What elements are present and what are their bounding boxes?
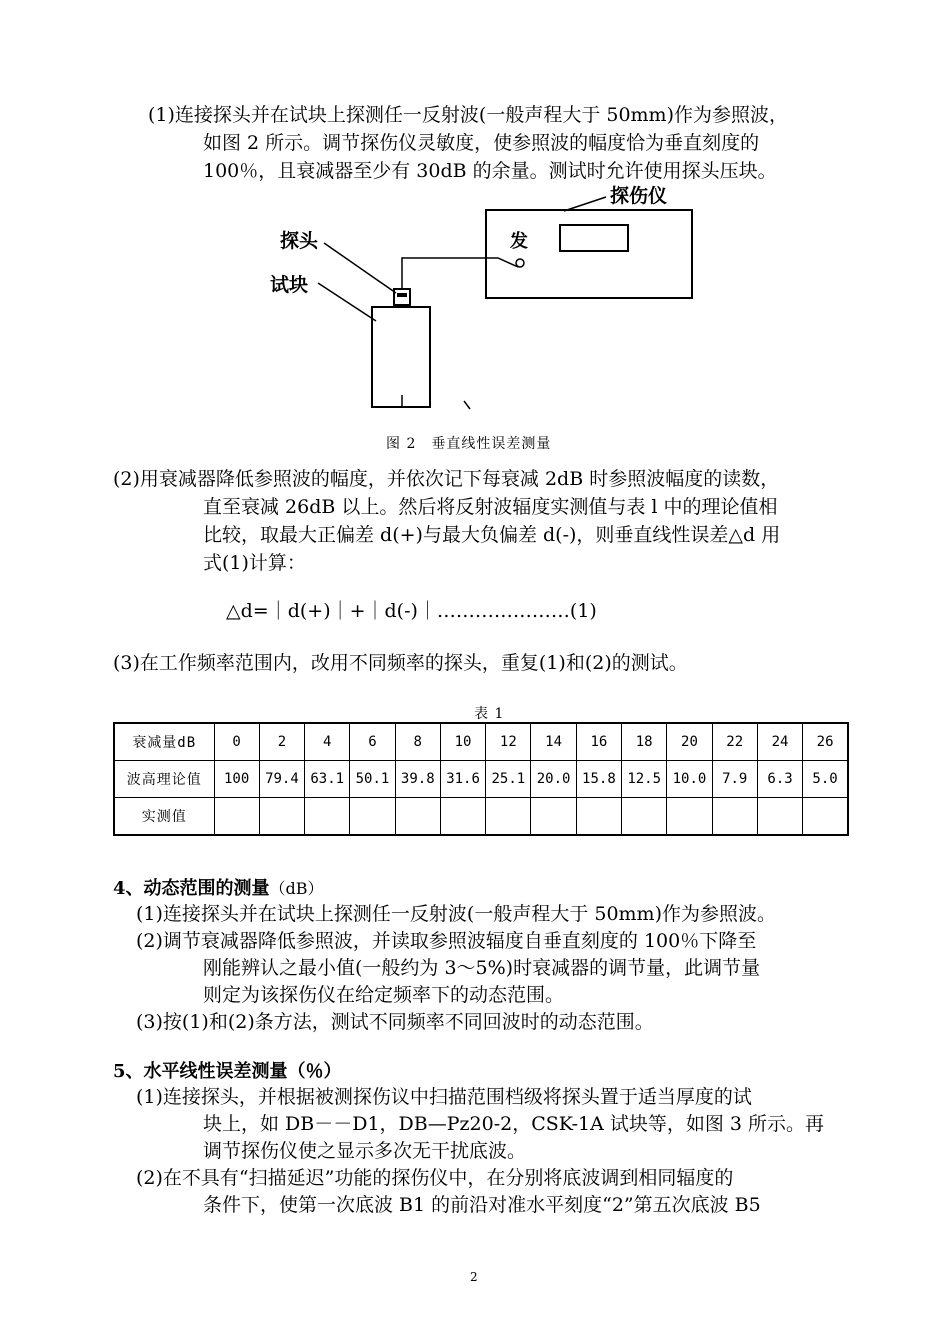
table-cell: 50.1 (350, 761, 395, 798)
figure-2-caption: 图 2 垂直线性误差测量 (386, 436, 552, 452)
section-4-item2-line3: 则定为该探伤仪在给定频率下的动态范围。 (203, 984, 565, 1006)
table-cell: 14 (531, 723, 576, 761)
page-number: 2 (470, 1270, 478, 1284)
table-cell: 20 (667, 723, 712, 761)
table-1-caption: 表 1 (474, 706, 505, 722)
table-cell: 6 (350, 723, 395, 761)
label-block: 试块 (270, 274, 309, 296)
table-cell: 20.0 (531, 761, 576, 798)
para1-line1: (1)连接探头并在试块上探测任一反射波(一般声程大于 50mm)作为参照波， (148, 104, 788, 126)
table-cell (622, 798, 667, 836)
label-probe: 探头 (280, 230, 319, 252)
table-row (114, 798, 848, 836)
table-row (114, 761, 848, 798)
table-1 (113, 722, 849, 836)
table-cell: 12.5 (622, 761, 667, 798)
table-cell: 24 (757, 723, 802, 761)
formula-1: △d=｜d(+)｜+｜d(-)｜…………………(1) (226, 600, 597, 622)
figure-2-diagram (268, 183, 708, 423)
section-4-heading (113, 874, 324, 900)
table-cell (803, 798, 848, 836)
table-cell: 22 (712, 723, 757, 761)
table-cell: 18 (622, 723, 667, 761)
para2-line3: 比较，取最大正偏差 d(+)与最大负偏差 d(-)，则垂直线性误差△d 用 (203, 524, 781, 546)
table-cell: 63.1 (305, 761, 350, 798)
table-row-label: 波高理论值 (114, 761, 214, 798)
table-row (114, 723, 848, 761)
table-cell (486, 798, 531, 836)
section-4-item1: (1)连接探头并在试块上探测任一反射波(一般声程大于 50mm)作为参照波。 (136, 903, 776, 925)
table-cell (531, 798, 576, 836)
table-cell: 6.3 (757, 761, 802, 798)
section-4-title: 4、动态范围的测量 (113, 878, 270, 899)
table-cell: 10.0 (667, 761, 712, 798)
table-cell (350, 798, 395, 836)
table-cell (712, 798, 757, 836)
table-cell: 8 (395, 723, 440, 761)
table-cell: 39.8 (395, 761, 440, 798)
para2-line4: 式(1)计算： (203, 552, 306, 574)
table-cell: 15.8 (576, 761, 621, 798)
table-row-label: 实测值 (114, 798, 214, 836)
label-instrument: 探伤仪 (610, 185, 668, 207)
table-cell: 5.0 (803, 761, 848, 798)
section-4-item3: (3)按(1)和(2)条方法，测试不同频率不同回波时的动态范围。 (136, 1011, 654, 1033)
table-cell (305, 798, 350, 836)
section-5-item2-line1: (2)在不具有“扫描延迟”功能的探伤仪中，在分别将底波调到相同辐度的 (136, 1167, 734, 1189)
table-cell: 0 (214, 723, 259, 761)
section-4-unit: （dB） (269, 879, 324, 898)
table-cell (440, 798, 485, 836)
table-cell: 25.1 (486, 761, 531, 798)
section-4-item2-line1: (2)调节衰减器降低参照波，并读取参照波辐度自垂直刻度的 100％下降至 (136, 930, 757, 952)
table-cell: 12 (486, 723, 531, 761)
para1-line2: 如图 2 所示。调节探伤仪灵敏度，使参照波的幅度恰为垂直刻度的 (203, 132, 760, 154)
para2-line1: (2)用衰减器降低参照波的幅度，并依次记下每衰减 2dB 时参照波幅度的读数， (113, 468, 780, 490)
table-cell: 16 (576, 723, 621, 761)
para3-line1: (3)在工作频率范围内，改用不同频率的探头，重复(1)和(2)的测试。 (113, 652, 688, 674)
table-cell: 79.4 (259, 761, 304, 798)
table-cell (259, 798, 304, 836)
section-5-heading: 5、水平线性误差测量（％） (113, 1061, 342, 1082)
table-cell: 10 (440, 723, 485, 761)
table-cell: 7.9 (712, 761, 757, 798)
table-cell: 100 (214, 761, 259, 798)
para1-line3: 100％，且衰减器至少有 30dB 的余量。测试时允许使用探头压块。 (203, 160, 777, 182)
label-send: 发 (510, 231, 528, 252)
table-cell (214, 798, 259, 836)
section-5-item1-line3: 调节探伤仪使之显示多次无干扰底波。 (203, 1140, 527, 1162)
section-5-item1-line1: (1)连接探头，并根据被测探伤议中扫描范围档级将探头置于适当厚度的试 (136, 1086, 752, 1108)
table-cell: 31.6 (440, 761, 485, 798)
table-cell (395, 798, 440, 836)
table-cell: 4 (305, 723, 350, 761)
para2-line2: 直至衰减 26dB 以上。然后将反射波辐度实测值与表 l 中的理论值相 (203, 496, 778, 518)
section-5-item1-line2: 块上，如 DB－－D1，DB—Pz20-2，CSK-1A 试块等，如图 3 所示。再 (203, 1113, 825, 1135)
table-cell (757, 798, 802, 836)
table-cell: 2 (259, 723, 304, 761)
section-5-item2-line2: 条件下，使第一次底波 B1 的前沿对准水平刻度“2”第五次底波 B5 (203, 1194, 761, 1216)
table-row-label: 衰减量dB (114, 723, 214, 761)
section-4-item2-line2: 刚能辨认之最小值(一般约为 3～5%)时衰减器的调节量，此调节量 (203, 957, 761, 979)
table-cell: 26 (803, 723, 848, 761)
table-cell (667, 798, 712, 836)
table-cell (576, 798, 621, 836)
